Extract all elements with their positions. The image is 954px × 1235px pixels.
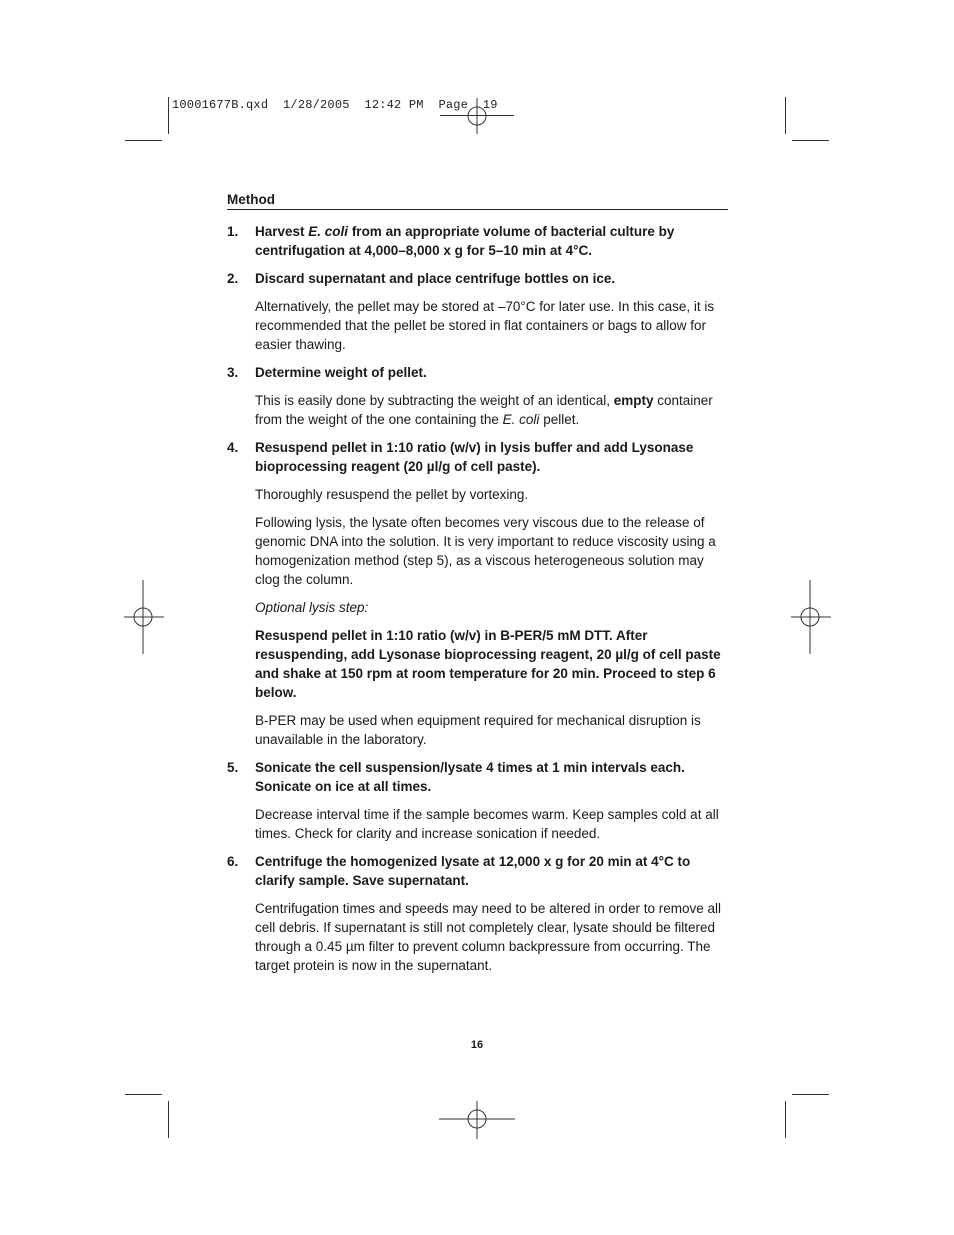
crop-mark-bottom-left-v	[168, 1101, 169, 1138]
step-text-part: from an appropriate volume of bacterial culture by centrifugation at 4,000–8,000 x g for 5–10 min at 4°C.	[255, 224, 675, 258]
step-3-note	[255, 391, 728, 429]
step-1	[227, 222, 728, 260]
page-number: 16	[470, 1039, 484, 1051]
step-6	[227, 852, 728, 890]
step-4	[227, 438, 728, 476]
step-text-italic: E. coli	[308, 224, 349, 239]
step-text: Discard supernatant and place centrifuge bottles on ice.	[255, 271, 616, 286]
step-2	[227, 269, 728, 288]
step-4-note-1: Thoroughly resuspend the pellet by vortexing.	[255, 487, 529, 502]
step-3	[227, 363, 728, 382]
crop-mark-bottom-left-h	[125, 1094, 162, 1095]
registration-mark-left	[124, 580, 164, 654]
printer-slug: 10001677B.qxd 1/28/2005 12:42 PM Page 19	[172, 98, 498, 112]
section-title: Method	[227, 192, 728, 210]
step-5	[227, 758, 728, 796]
step-4-note-2: Following lysis, the lysate often becomes very viscous due to the release of genomic DNA into the solution. It is very important to reduce viscosity using a homogenization method (step 5), as a viscous heterogeneous solution may clog the column.	[255, 515, 716, 587]
step-5-note: Decrease interval time if the sample becomes warm. Keep samples cold at all times. Check for clarity and increase sonication if needed.	[255, 807, 719, 841]
crop-mark-top-right-h	[792, 140, 829, 141]
step-number: 3.	[227, 365, 239, 380]
step-text: Resuspend pellet in 1:10 ratio (w/v) in lysis buffer and add Lysonase bioprocessing reagent (20 µl/g of cell paste).	[255, 440, 694, 474]
crop-mark-bottom-right-v	[785, 1101, 786, 1138]
step-number: 1.	[227, 224, 239, 239]
step-6-note: Centrifugation times and speeds may need to be altered in order to remove all cell debris. If supernatant is still not completely clear, lysate should be filtered through a 0.45 µm filter to prevent column backpressure from occurring. The target protein is now in the supernatant.	[255, 901, 722, 973]
method-section	[227, 192, 728, 984]
note-bold: empty	[613, 393, 654, 408]
step-text: Sonicate the cell suspension/lysate 4 times at 1 min intervals each. Sonicate on ice at all times.	[255, 760, 685, 794]
crop-mark-top-left-v	[168, 97, 169, 134]
crop-mark-top-right-v	[785, 97, 786, 134]
crop-mark-bottom-right-h	[792, 1094, 829, 1095]
step-text-part: Harvest	[255, 224, 309, 239]
crop-mark-top-left-h	[125, 140, 162, 141]
step-number: 4.	[227, 440, 239, 455]
step-text: Determine weight of pellet.	[255, 365, 427, 380]
note-part: pellet.	[539, 412, 580, 427]
optional-lysis-step: Resuspend pellet in 1:10 ratio (w/v) in B-PER/5 mM DTT. After resuspending, add Lysonase bioprocessing reagent, 20 µl/g of cell paste and shake at 150 rpm at room temperature for 20 min. Proceed to step 6 below.	[255, 628, 721, 700]
registration-mark-bottom	[439, 1101, 515, 1139]
step-number: 2.	[227, 271, 239, 286]
step-text: Centrifuge the homogenized lysate at 12,000 x g for 20 min at 4°C to clarify sample. Save supernatant.	[255, 854, 691, 888]
step-number: 6.	[227, 854, 239, 869]
step-2-note: Alternatively, the pellet may be stored at –70°C for later use. In this case, it is recommended that the pellet be stored in flat containers or bags to allow for easier thawing.	[255, 299, 715, 352]
step-4-note-3: B-PER may be used when equipment required for mechanical disruption is unavailable in the laboratory.	[255, 713, 701, 747]
step-text	[255, 222, 728, 260]
step-number: 5.	[227, 760, 239, 775]
note-part: container from the weight of the one containing the	[255, 393, 713, 427]
registration-mark-top	[461, 98, 493, 134]
registration-mark-right	[791, 580, 831, 654]
note-part: This is easily done by subtracting the weight of an identical,	[255, 393, 614, 408]
optional-lysis-label: Optional lysis step:	[255, 600, 369, 615]
note-italic: E. coli	[502, 412, 540, 427]
